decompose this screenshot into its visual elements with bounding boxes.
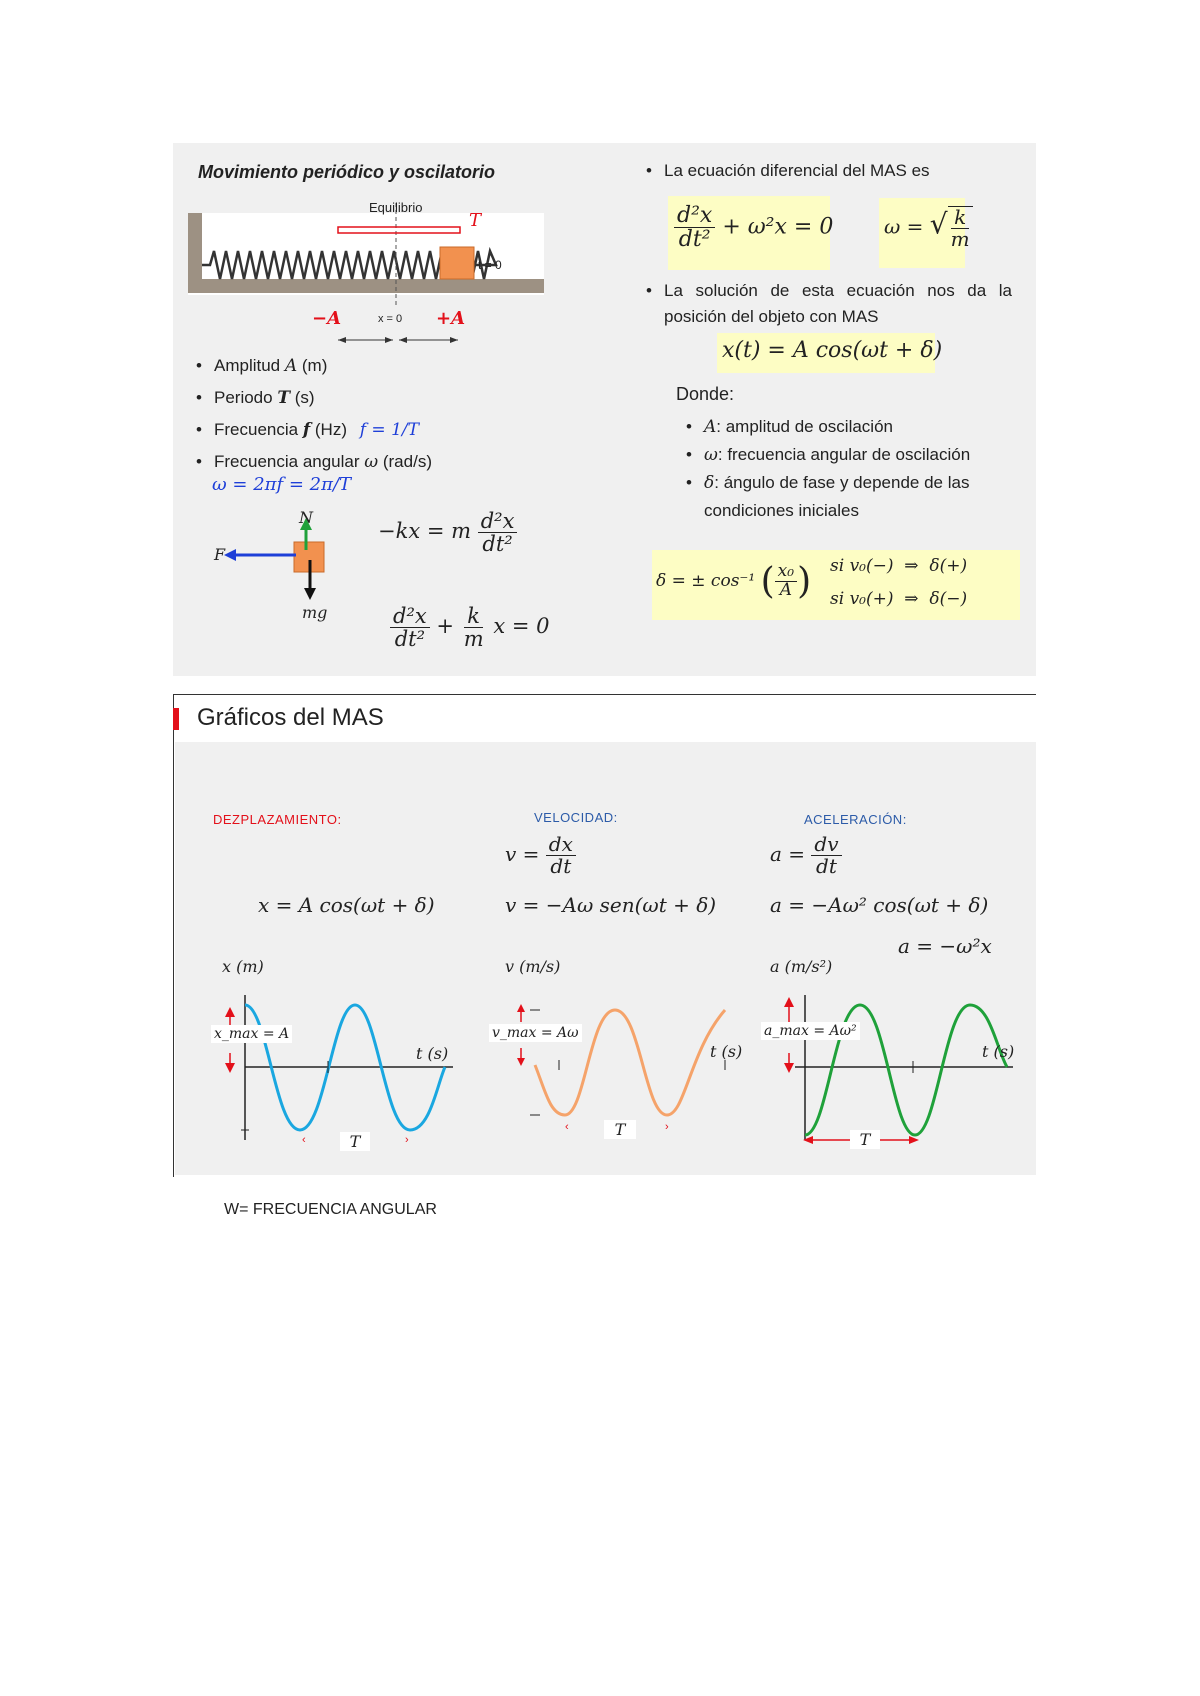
section2-accent xyxy=(173,708,179,730)
force-label: F xyxy=(214,545,226,564)
graph3-max-label: a_max = Aω² xyxy=(761,1022,860,1040)
section2-title: Gráficos del MAS xyxy=(197,704,384,731)
omega-definition: ω = √ $\frac{k}{m}$ xyxy=(884,206,973,250)
displacement-equation: x = A cos(ωt + δ) xyxy=(258,893,435,917)
floor xyxy=(188,279,544,293)
donde-label: Donde: xyxy=(676,384,735,404)
list-item: • Frecuencia f (Hz) f = 1/T xyxy=(214,414,432,446)
omega-formula: ω = 2πf = 2π/T xyxy=(212,474,352,495)
phase-case-1: si v₀(−) ⇒ δ(+) xyxy=(830,556,968,576)
acceleration-equation-2: a = −ω²x xyxy=(898,934,992,958)
graph1-period-label: T xyxy=(340,1132,370,1151)
label-aceleracion: ACELERACIÓN: xyxy=(804,812,907,827)
mass-block xyxy=(440,247,474,279)
list-item: • Frecuencia angular ω (rad/s) xyxy=(214,446,432,478)
velocity-definition: v = $\frac{dx}{dt}$ xyxy=(505,834,576,877)
force-diagram xyxy=(214,510,334,610)
minus-a-label: −A xyxy=(312,308,342,329)
footer-note: W= FRECUENCIA ANGULAR xyxy=(224,1201,437,1218)
normal-label: N xyxy=(299,508,313,527)
graph1-ylabel: x (m) xyxy=(222,957,264,976)
plus-a-label: +A xyxy=(436,308,466,329)
velocity-equation: v = −Aω sen(ωt + δ) xyxy=(505,893,717,917)
svg-text:›: › xyxy=(405,1134,409,1146)
acceleration-graph xyxy=(765,975,1015,1155)
period-label: T xyxy=(469,210,482,231)
graph3-period-label: T xyxy=(850,1130,880,1149)
equilibrium-label: Equilibrio xyxy=(369,200,423,215)
section1-title: Movimiento periódico y oscilatorio xyxy=(198,162,496,182)
solution-intro: • La solución de esta ecuación nos da la posición del objeto con MAS xyxy=(664,278,1012,330)
list-item: • ω: frecuencia angular de oscilación xyxy=(704,441,1004,469)
graph1-xlabel: t (s) xyxy=(416,1044,449,1063)
graph2-max-label: v_max = Aω xyxy=(489,1024,582,1042)
phase-case-2: si v₀(+) ⇒ δ(−) xyxy=(830,589,968,609)
list-item: • A: amplitud de oscilación xyxy=(704,413,1004,441)
x-zero-label: x = 0 xyxy=(378,313,403,325)
svg-text:›: › xyxy=(665,1121,669,1133)
graph2-period-label: T xyxy=(604,1120,636,1139)
label-desplazamiento: DEZPLAZAMIENTO: xyxy=(213,812,342,827)
list-item: • Periodo T (s) xyxy=(214,382,432,414)
time-zero-label: t = 0 xyxy=(478,258,502,272)
solution-equation: x(t) = A cos(ωt + δ) xyxy=(722,338,943,363)
list-item: • δ: ángulo de fase y depende de las condiciones iniciales xyxy=(704,469,1004,524)
acceleration-definition: a = $\frac{dv}{dt}$ xyxy=(770,834,842,877)
phase-equation: δ = ± cos⁻¹ ( $\frac{\text{x₀}}{A}$ ) xyxy=(656,561,812,602)
spring-diff-equation: $\frac{\text{d²x}}{\text{dt²}}$ + $\frac{k}{m}$ x = 0 xyxy=(390,605,549,650)
diff-equation: $\frac{\text{d²x}}{\text{dt²}}$ + ω²x = 0 xyxy=(674,204,833,251)
graph3-xlabel: t (s) xyxy=(982,1042,1015,1061)
quantities-list xyxy=(214,350,432,478)
diff-eq-intro: • La ecuación diferencial del MAS es xyxy=(664,161,930,181)
acceleration-equation: a = −Aω² cos(ωt + δ) xyxy=(770,893,989,917)
label-velocidad: VELOCIDAD: xyxy=(534,810,618,825)
svg-text:‹: ‹ xyxy=(565,1121,569,1133)
svg-text:‹: ‹ xyxy=(302,1134,306,1146)
graph3-ylabel: a (m/s²) xyxy=(770,957,833,976)
weight-label: mg xyxy=(302,603,328,622)
definitions-list xyxy=(704,413,1004,524)
newton-equation: −kx = m $\frac{\text{d²x}}{\text{dt²}}$ xyxy=(378,510,517,555)
graph2-xlabel: t (s) xyxy=(710,1042,743,1061)
graph1-max-label: x_max = A xyxy=(211,1025,292,1043)
displacement-graph xyxy=(205,975,455,1155)
graph2-ylabel: v (m/s) xyxy=(505,957,561,976)
list-item: • Amplitud A (m) xyxy=(214,350,432,382)
